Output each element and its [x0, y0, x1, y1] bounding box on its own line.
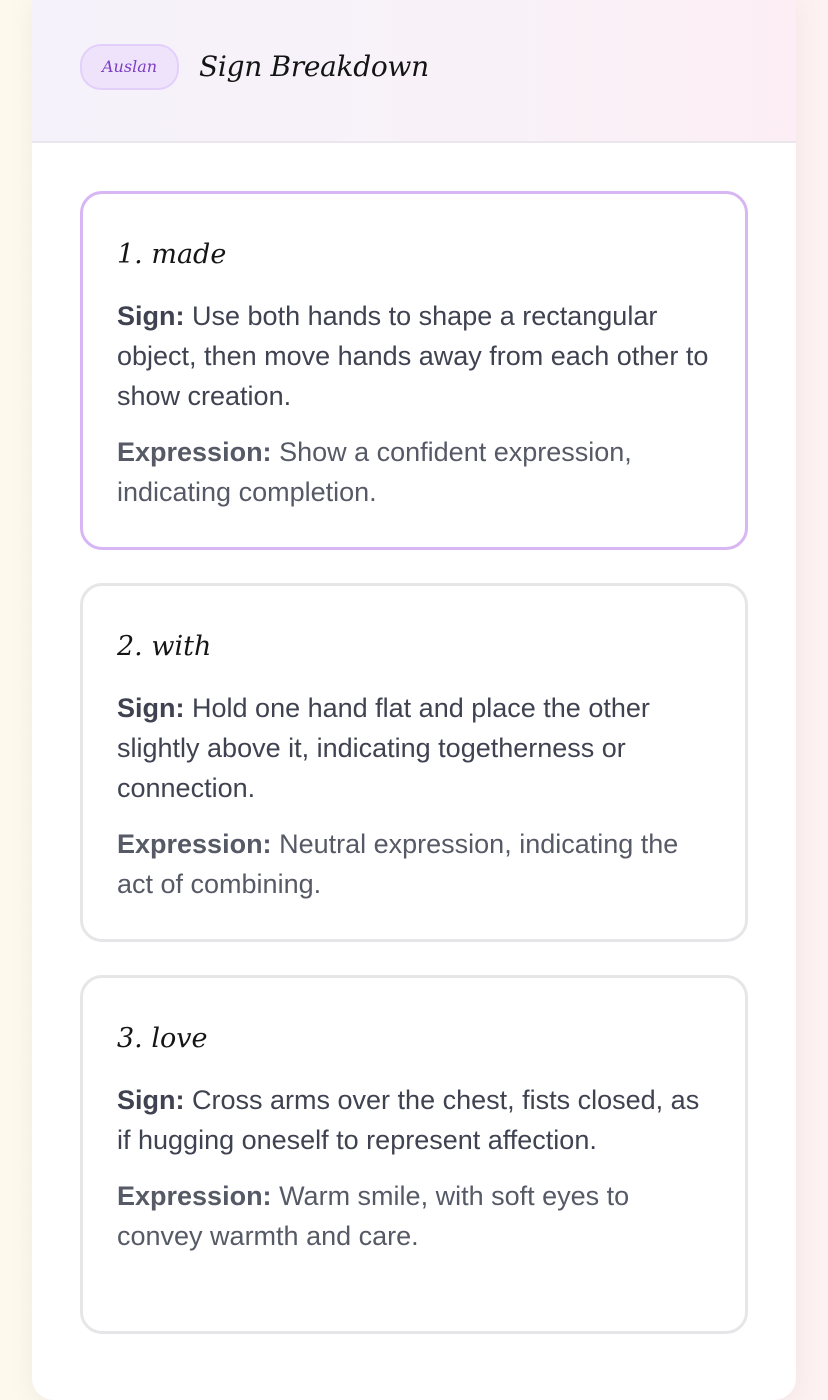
expression-text: Neutral expression, indicating the act of combining.: [117, 829, 679, 899]
sign-description: [117, 688, 711, 808]
sign-text: Cross arms over the chest, fists closed, as if hugging oneself to represent affection.: [117, 1085, 700, 1155]
card-title: 1. made: [117, 239, 227, 270]
sign-text: Hold one hand flat and place the other slightly above it, indicating togetherness or connection.: [117, 693, 650, 803]
sign-label: Sign:: [117, 1085, 185, 1115]
expression-description: [117, 432, 711, 512]
sign-label: Sign:: [117, 693, 185, 723]
sign-breakdown-panel: [32, 0, 796, 1400]
card-title: 3. love: [117, 1023, 208, 1054]
expression-text: Warm smile, with soft eyes to convey warmth and care.: [117, 1181, 630, 1251]
panel-header: [32, 0, 796, 143]
expression-label: Expression:: [117, 1181, 272, 1211]
sign-card-made[interactable]: [80, 191, 748, 550]
sign-card-love[interactable]: [80, 975, 748, 1334]
expression-description: [117, 824, 711, 904]
sign-card-list: [32, 143, 796, 1334]
sign-description: [117, 1080, 711, 1160]
language-badge[interactable]: Auslan: [80, 44, 179, 90]
expression-description: [117, 1176, 711, 1256]
expression-label: Expression:: [117, 829, 272, 859]
expression-label: Expression:: [117, 437, 272, 467]
panel-title: Sign Breakdown: [199, 50, 429, 83]
sign-card-with[interactable]: [80, 583, 748, 942]
sign-description: [117, 296, 711, 416]
sign-text: Use both hands to shape a rectangular object, then move hands away from each other to show creation.: [117, 301, 709, 411]
expression-text: Show a confident expression, indicating completion.: [117, 437, 632, 507]
sign-label: Sign:: [117, 301, 185, 331]
card-title: 2. with: [117, 631, 212, 662]
